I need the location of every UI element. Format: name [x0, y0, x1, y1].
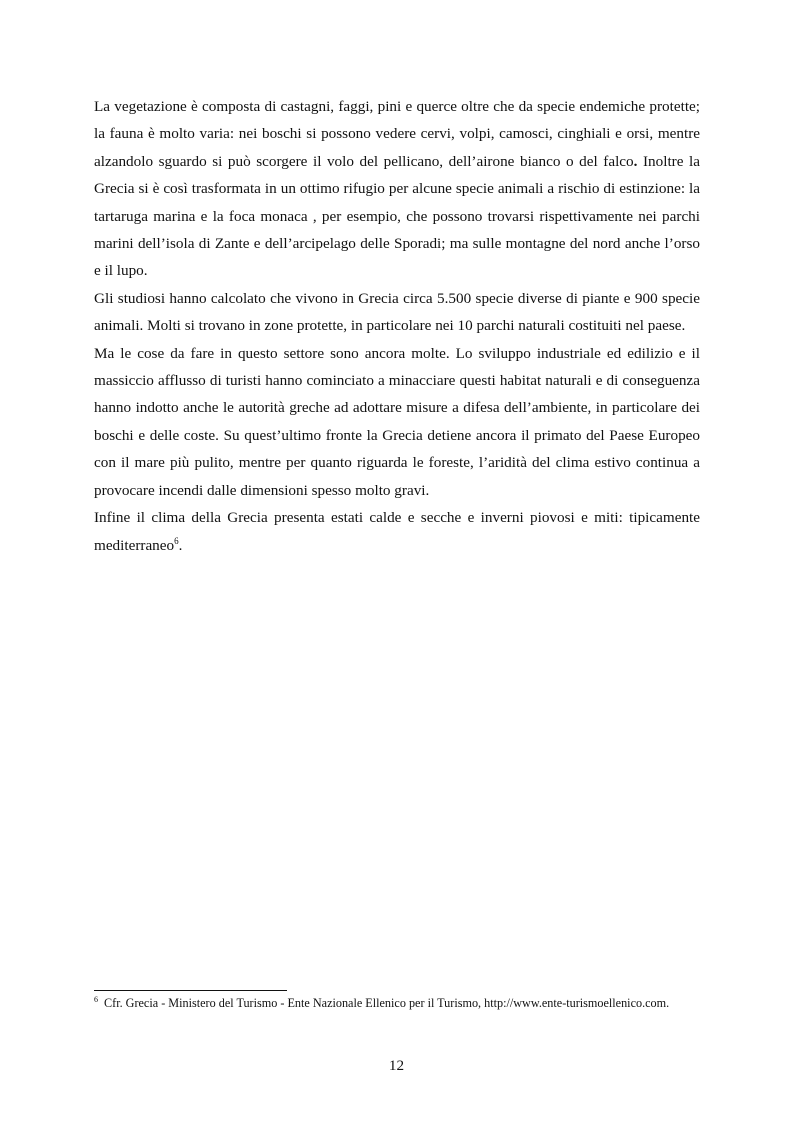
- paragraph-environment: Ma le cose da fare in questo settore sono ancora molte. Lo sviluppo industriale ed edilizio e il massiccio afflusso di turisti hanno cominciato a minacciare questi habitat naturali e di conseguenza hanno indotto anche le autorità greche ad adottare misure a difesa dell’ambiente, in particolare dei boschi e delle coste. Su quest’ultimo fronte la Grecia detiene ancora il primato del Paese Europeo con il mare più pulito, mentre per quanto riguarda le foreste, l’aridità del clima estivo continua a provocare incendi dalle dimensioni spesso molto gravi.: [94, 344, 700, 499]
- page-number: 12: [388, 1057, 405, 1074]
- main-text: [94, 93, 700, 559]
- bold-period: .: [633, 152, 638, 170]
- paragraph-climate-end: .: [178, 536, 183, 554]
- paragraph-vegetation-part2: Inoltre la Grecia si è così trasformata in un ottimo rifugio per alcune specie animali a rischio di estinzione: la tartaruga marina e la foca monaca , per esempio, che possono trovarsi rispettivamente nei parchi marini dell’isola di Zante e dell’arcipelago delle Sporadi; ma sulle montagne del nord anche l’orso e il lupo.: [94, 152, 700, 280]
- footnote-reference: 6: [174, 535, 179, 546]
- footnote-number: 6: [94, 994, 98, 1004]
- footnote-divider: [94, 990, 287, 991]
- paragraph-species: Gli studiosi hanno calcolato che vivono in Grecia circa 5.500 specie diverse di piante e 900 specie animali. Molti si trovano in zone protette, in particolare nei 10 parchi naturali costituiti nel paese.: [94, 289, 700, 335]
- paragraph-vegetation-part1: La vegetazione è composta di castagni, faggi, pini e querce oltre che da specie endemiche protette; la fauna è molto varia: nei boschi si possono vedere cervi, volpi, camosci, cinghiali e orsi, mentre alzandolo sguardo si può scorgere il volo del pellicano, dell’airone bianco o del falco: [94, 98, 700, 170]
- paragraph-climate-text: Infine il clima della Grecia presenta estati calde e secche e inverni piovosi e miti: tipicamente mediterraneo: [94, 509, 700, 554]
- footnote: [94, 996, 700, 1011]
- paragraph-vegetation: [94, 93, 700, 285]
- footnote-text: Cfr. Grecia - Ministero del Turismo - Ente Nazionale Ellenico per il Turismo, http://www.ente-turismoellenico.com.: [104, 996, 670, 1010]
- paragraph-climate: [94, 504, 700, 559]
